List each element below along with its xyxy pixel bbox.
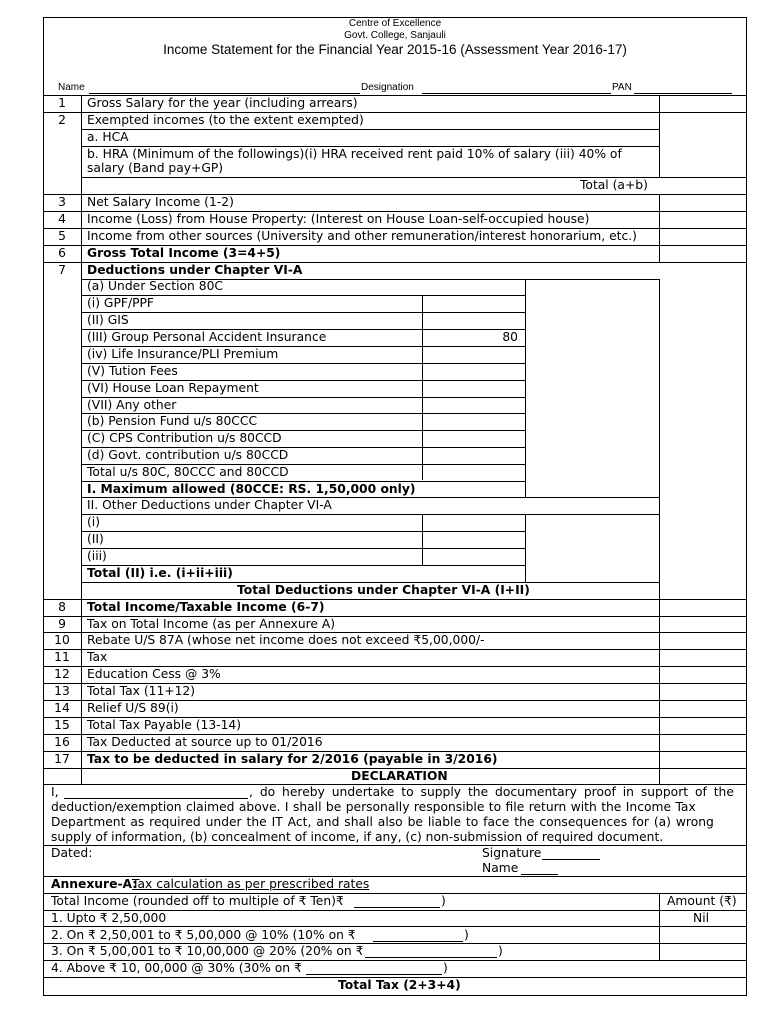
slab-2-field[interactable] [373,941,463,942]
slab-2: 2. On ₹ 2,50,001 to ₹ 5,00,000 @ 10% (10% on ₹ [51,928,356,942]
tax-row-label: Tax Deducted at source up to 01/2016 [87,735,323,749]
deduction-item-label: (a) Under Section 80C [87,279,223,293]
annexure-total-income: Total Income (rounded off to multiple of ₹ Ten)₹ [51,894,344,908]
other-deduction-item: (i) [87,515,101,529]
employee-info-line [58,82,738,96]
row-number: 15 [54,718,70,732]
deduction-item-amount[interactable]: 80 [502,330,518,344]
col-divider [659,194,660,262]
row-number: 8 [58,600,66,614]
row-number: 14 [54,701,70,715]
net-salary-label: Net Salary Income (1-2) [87,195,234,209]
signature-label: Signature [482,846,542,860]
tax-row-label: Total Income/Taxable Income (6-7) [87,600,325,614]
col-divider [659,95,660,177]
slab-4: 4. Above ₹ 10, 00,000 @ 30% (30% on ₹ [51,961,302,975]
pan-label: PAN [612,82,632,93]
page-title: Income Statement for the Financial Year 2015-16 (Assessment Year 2016-17) [163,42,627,57]
row-number: 16 [54,735,70,749]
deduction-item-label: (C) CPS Contribution u/s 80CCD [87,431,282,445]
tax-row-label: Total Tax Payable (13-14) [87,718,242,732]
pan-field[interactable] [634,82,732,94]
total-ab-label: Total (a+b) [580,178,648,192]
house-property-label: Income (Loss) from House Property: (Interest on House Loan-self-occupied house) [87,212,590,226]
col-divider [422,514,423,565]
tax-row-label: Tax to be deducted in salary for 2/2016 (payable in 3/2016) [87,752,498,766]
declaration-line2: deduction/exemption claimed above. I shall be personally responsible to file return with the Income Tax [51,800,696,814]
declaration-line3: Department as required under the IT Act, and shall also be liable to face the consequences for (a) wrong [51,815,714,829]
col-divider [659,599,660,784]
col-divider [659,279,660,599]
institution-name: Centre of Excellence [348,18,442,29]
gross-total-income-label: Gross Total Income (3=4+5) [87,246,281,260]
declarant-name-label: Name [482,861,519,875]
exempted-incomes-label: Exempted incomes (to the extent exempted) [87,113,364,127]
tax-row-label: Tax [87,650,108,664]
declaration-title: DECLARATION [351,769,448,783]
deduction-item-label: (VI) House Loan Repayment [87,381,259,395]
slab-4-field[interactable] [306,974,442,975]
deduction-item-label: (d) Govt. contribution u/s 80CCD [87,448,289,462]
deduction-item-label: (i) GPF/PPF [87,296,154,310]
declaration-line1: , do hereby undertake to supply the documentary proof in support of the [249,785,734,799]
col-divider [422,295,423,480]
slab-3: 3. On ₹ 5,00,001 to ₹ 10,00,000 @ 20% (20% on ₹ [51,944,364,958]
col-divider [659,893,660,960]
col-divider [525,279,526,497]
rule [43,649,747,650]
total-tax-label: Total Tax (2+3+4) [338,978,461,992]
rule [81,312,525,313]
slab-1-amount: Nil [693,911,710,925]
tax-row-label: Tax on Total Income (as per Annexure A) [87,617,336,631]
declaration-line4: supply of information, (b) concealment of income, if any, (c) non-submission of required document. [51,830,664,844]
name-label: Name [58,82,85,93]
hca-label: a. HCA [87,130,129,144]
row-number: 12 [54,667,70,681]
tax-row-label: Relief U/S 89(i) [87,701,179,715]
row-number: 4 [58,212,66,226]
designation-field[interactable] [422,82,611,94]
annexure-description: Tax calculation as per prescribed rates [132,877,370,891]
hra-label-line2: salary (Band pay+GP) [87,161,224,175]
row-number: 17 [54,752,70,766]
row-number: 11 [54,650,70,664]
tax-row-label: Total Tax (11+12) [87,684,196,698]
name-field[interactable] [89,82,360,94]
deductions-heading: Deductions under Chapter VI-A [87,263,303,277]
slab-3-field[interactable] [365,957,497,958]
col-divider [525,514,526,582]
rule [81,514,659,515]
annexure-label: Annexure-A: [51,877,138,891]
deduction-item-label: (iv) Life Insurance/PLI Premium [87,347,279,361]
deduction-item-label: (VII) Any other [87,398,177,412]
designation-label: Designation [361,82,414,93]
row-number: 6 [58,246,66,260]
col-divider [81,95,82,784]
gross-salary-label: Gross Salary for the year (including arrears) [87,96,358,110]
other-deduction-item: (II) [87,532,104,546]
college-name: Govt. College, Sanjauli [344,30,446,41]
tax-row-label: Education Cess @ 3% [87,667,221,681]
amount-header: Amount (₹) [667,894,737,908]
slab-1: 1. Upto ₹ 2,50,000 [51,911,167,925]
rule [43,845,747,846]
row-number: 9 [58,617,66,631]
tax-row-label: Rebate U/S 87A (whose net income does not exceed ₹5,00,000/- [87,633,485,647]
maximum-allowed-label: I. Maximum allowed (80CCE: RS. 1,50,000 only) [87,482,416,496]
deduction-item-label: (b) Pension Fund u/s 80CCC [87,414,258,428]
row-number: 1 [58,96,66,110]
deduction-item-label: (II) GIS [87,313,129,327]
total-deductions-label: Total Deductions under Chapter VI-A (I+II) [237,583,530,597]
deduction-item-label: Total u/s 80C, 80CCC and 80CCD [87,465,289,479]
deduction-item-label: (III) Group Personal Accident Insurance [87,330,327,344]
row-number: 2 [58,113,66,127]
rule [81,531,525,532]
row-number: 13 [54,684,70,698]
rule [81,548,525,549]
dated-label: Dated: [51,846,93,860]
other-sources-label: Income from other sources (University and other remuneration/interest honorarium, etc.) [87,229,637,243]
signature-field[interactable] [542,859,600,860]
total-income-field[interactable] [354,907,440,908]
other-deductions-label: II. Other Deductions under Chapter VI-A [87,498,332,512]
row-number: 3 [58,195,66,209]
hra-label-line1: b. HRA (Minimum of the followings)(i) HRA received rent paid 10% of salary (iii) 40% of [87,147,622,161]
declarant-name-line[interactable] [521,874,558,875]
row-number: 7 [58,263,66,277]
deduction-item-label: (V) Tution Fees [87,364,178,378]
declarant-name-field[interactable] [64,798,248,799]
rule [43,926,747,927]
row-number: 10 [54,633,70,647]
total-ii-label: Total (II) i.e. (i+ii+iii) [87,566,233,580]
rule [81,129,659,130]
declaration-i: I, [51,785,59,799]
row-number: 5 [58,229,66,243]
other-deduction-item: (iii) [87,549,107,563]
